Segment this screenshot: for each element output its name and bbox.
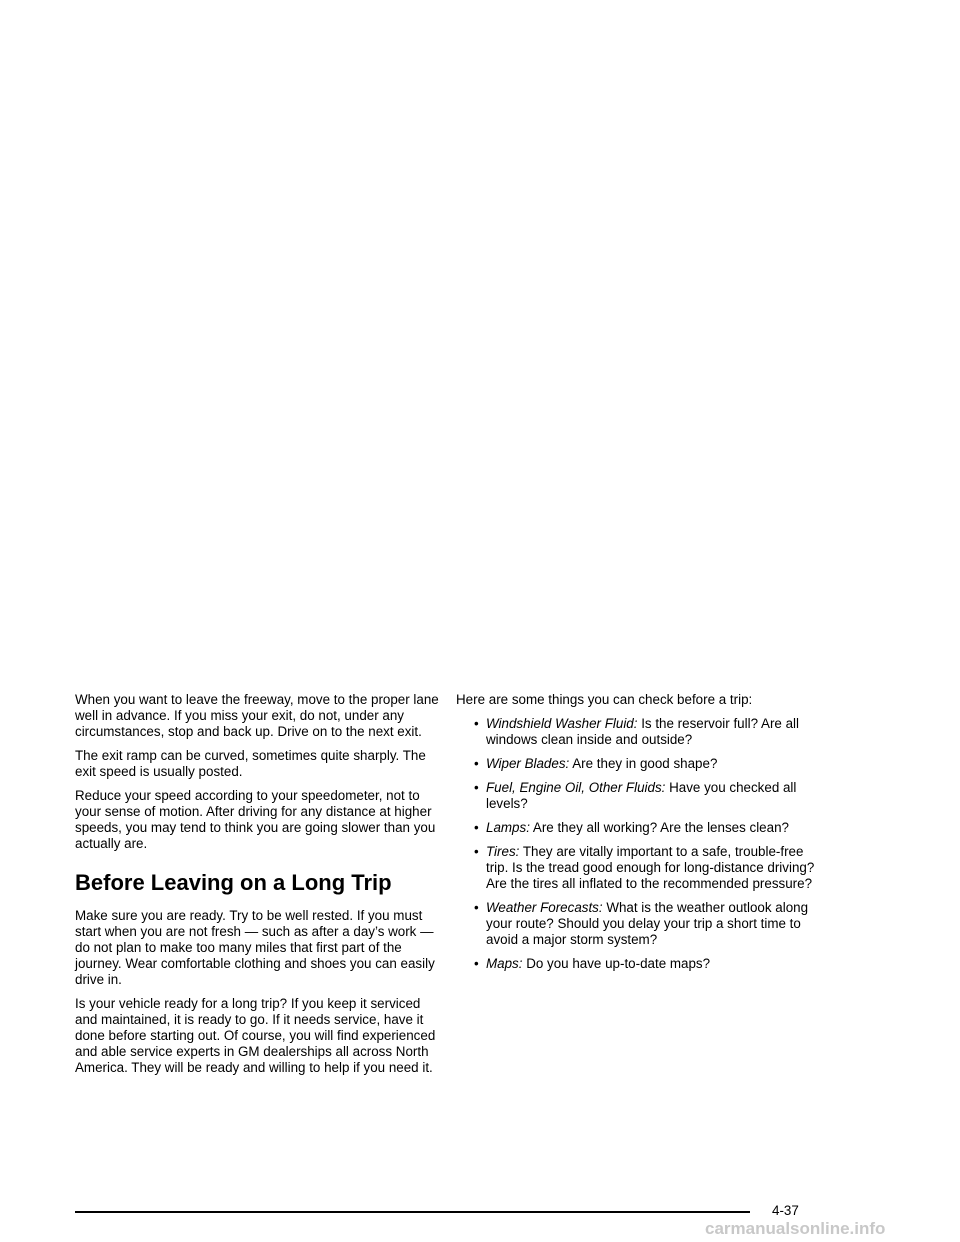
checklist-item-fluids — [456, 780, 826, 812]
bullet-icon: • — [474, 756, 479, 771]
checklist-term: Fuel, Engine Oil, Other Fluids: — [486, 780, 666, 795]
checklist-text: Are they in good shape? — [569, 756, 718, 771]
body-paragraph-vehicle-ready: Is your vehicle ready for a long trip? If you keep it serviced and maintained, it is ready to go. If it needs service, have it done before starting out. Of course, you will find experienced and able service experts in GM dealerships all across North America. They will be ready and willing to help if you need it. — [75, 996, 436, 1075]
checklist-item-lamps — [456, 820, 826, 836]
page-number: 4-37 — [772, 1203, 799, 1218]
right-column — [456, 692, 826, 980]
checklist-term: Lamps: — [486, 820, 530, 835]
checklist-text: What is the weather outlook along your route? Should you delay your trip a short time to avoid a major storm system? — [486, 900, 809, 947]
checklist-term: Weather Forecasts: — [486, 900, 603, 915]
body-paragraph-be-ready: Make sure you are ready. Try to be well rested. If you must start when you are not fresh — such as after a day’s work — do not plan to make too many miles that first part of the journey. Wear comfortable clothing and shoes you can easily drive in. — [75, 908, 435, 987]
watermark: carmanualsonline.info — [705, 1219, 886, 1238]
checklist-text: Is the reservoir full? Are all windows clean inside and outside? — [486, 716, 799, 747]
checklist-text: Do you have up-to-date maps? — [522, 956, 711, 971]
bullet-icon: • — [474, 844, 479, 859]
checklist-term: Maps: — [486, 956, 523, 971]
checklist-item-washer-fluid — [456, 716, 826, 748]
bullet-icon: • — [474, 900, 479, 915]
checklist-item-tires — [456, 844, 826, 892]
body-paragraph-exit-ramp: The exit ramp can be curved, sometimes quite sharply. The exit speed is usually posted. — [75, 748, 426, 779]
bullet-icon: • — [474, 820, 479, 835]
body-paragraph-exit-lane: When you want to leave the freeway, move to the proper lane well in advance. If you miss your exit, do not, under any circumstances, stop and back up. Drive on to the next exit. — [75, 692, 439, 739]
footer-rule — [75, 1211, 750, 1213]
bullet-icon: • — [474, 956, 479, 971]
checklist-text: Have you checked all levels? — [486, 780, 797, 811]
checklist-text: They are vitally important to a safe, trouble-free trip. Is the tread good enough for long-distance driving? Are the tires all inflated to the recommended pressure? — [486, 844, 815, 891]
left-column — [75, 692, 445, 1084]
checklist-term: Wiper Blades: — [486, 756, 570, 771]
checklist-term: Windshield Washer Fluid: — [486, 716, 638, 731]
bullet-icon: • — [474, 780, 479, 795]
checklist-item-wiper-blades — [456, 756, 826, 772]
body-paragraph-speedometer: Reduce your speed according to your speedometer, not to your sense of motion. After driving for any distance at higher speeds, you may tend to think you are going slower than you actually are. — [75, 788, 436, 851]
checklist-item-weather — [456, 900, 826, 948]
section-heading: Before Leaving on a Long Trip — [75, 870, 392, 895]
checklist-text: Are they all working? Are the lenses clean? — [529, 820, 789, 835]
trip-checklist — [456, 716, 826, 972]
bullet-icon: • — [474, 716, 479, 731]
checklist-item-maps — [456, 956, 826, 972]
checklist-term: Tires: — [486, 844, 520, 859]
checklist-intro: Here are some things you can check before a trip: — [456, 692, 753, 707]
